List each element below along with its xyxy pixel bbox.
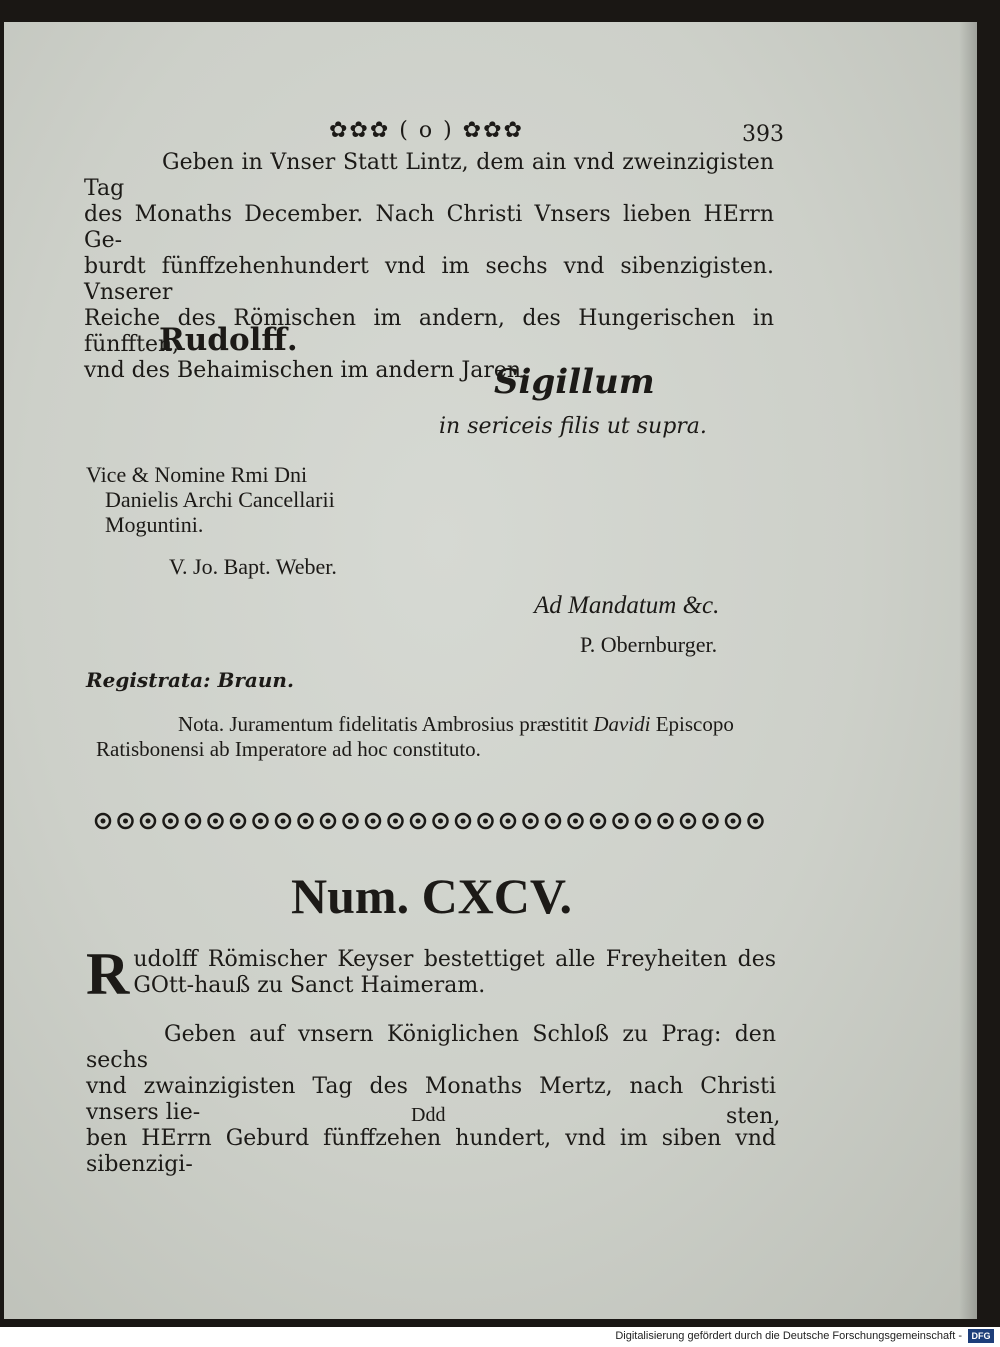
ornament-dot bbox=[618, 819, 623, 824]
ornament-dot bbox=[393, 819, 398, 824]
catchword: sten, bbox=[726, 1104, 781, 1129]
text-line: Vice & Nomine Rmi Dni bbox=[86, 462, 308, 487]
signature-mark: Ddd bbox=[411, 1104, 446, 1126]
text-line: Danielis Archi Cancellarii bbox=[105, 487, 335, 512]
ornament-dot bbox=[753, 819, 758, 824]
nota-davidi: Davidi bbox=[593, 712, 651, 736]
ornament-dot bbox=[213, 819, 218, 824]
nota-text: Nota. Juramentum fidelitatis Ambrosius præstitit bbox=[178, 712, 589, 736]
drop-cap: R bbox=[86, 941, 130, 1007]
registrata-note: Registrata: Braun. bbox=[86, 668, 294, 692]
footer-bar bbox=[0, 1327, 1000, 1347]
paragraph-prague bbox=[86, 1022, 776, 1178]
text-line: Geben in Vnser Statt Lintz, dem ain vnd zweinzigisten Tag bbox=[84, 150, 774, 201]
regest-paragraph bbox=[86, 941, 776, 1007]
nota-paragraph bbox=[92, 712, 792, 762]
text-line: Ratisbonensi ab Imperatore ad hoc constituto. bbox=[96, 737, 481, 761]
ornament-dot bbox=[326, 819, 331, 824]
ornament-dot bbox=[461, 819, 466, 824]
ornament-dot bbox=[236, 819, 241, 824]
text-line: Geben auf vnsern Königlichen Schloß zu Prag: den sechs bbox=[86, 1022, 776, 1073]
ornament-dot bbox=[101, 819, 106, 824]
text-line: ben HErrn Geburd fünffzehen hundert, vnd im siben vnd sibenzigi- bbox=[86, 1126, 776, 1177]
ornament-dot bbox=[416, 819, 421, 824]
text-line: burdt fünffzehenhundert vnd im sechs vnd sibenzigisten. Vnserer bbox=[84, 254, 774, 305]
ornament-dot bbox=[708, 819, 713, 824]
text-line: vnd des Behaimischen im andern Jaren. bbox=[84, 358, 529, 383]
book-page bbox=[4, 22, 977, 1319]
document-number-title: Num. CXCV. bbox=[291, 868, 573, 924]
page-number: 393 bbox=[742, 122, 784, 147]
ornament-dot bbox=[371, 819, 376, 824]
nota-text: Episcopo bbox=[655, 712, 734, 736]
ornament-dot bbox=[123, 819, 128, 824]
ornament-dot bbox=[168, 819, 173, 824]
sigillum-heading: Sigillum bbox=[494, 362, 655, 402]
page-edge-shadow bbox=[959, 22, 977, 1319]
ornament-dot bbox=[641, 819, 646, 824]
signature-rudolff: Rudolff. bbox=[159, 322, 298, 358]
ornament-dot bbox=[281, 819, 286, 824]
ornament-dot bbox=[258, 819, 263, 824]
vice-nomine-block bbox=[86, 462, 335, 537]
ornament-dot bbox=[686, 819, 691, 824]
ornament-dot bbox=[348, 819, 353, 824]
header-ornament: ✿✿✿ ( o ) ✿✿✿ bbox=[329, 118, 524, 143]
signature-obernburger: P. Obernburger. bbox=[580, 632, 718, 657]
ornament-dot bbox=[303, 819, 308, 824]
text-line: vnd zwainzigisten Tag des Monaths Mertz, nach Christi vnsers lie- bbox=[86, 1074, 776, 1125]
ornament-dot bbox=[146, 819, 151, 824]
text-line: Moguntini. bbox=[105, 512, 204, 537]
ornament-dot bbox=[731, 819, 736, 824]
text-line bbox=[92, 712, 792, 737]
decorative-border-ornament bbox=[92, 806, 776, 836]
ornament-dot bbox=[483, 819, 488, 824]
ornament-dot bbox=[663, 819, 668, 824]
ornament-dot bbox=[573, 819, 578, 824]
ad-mandatum: Ad Mandatum &c. bbox=[534, 592, 720, 619]
ornament-dot bbox=[528, 819, 533, 824]
ornament-dot bbox=[506, 819, 511, 824]
ornament-dot bbox=[438, 819, 443, 824]
ornament-dot bbox=[551, 819, 556, 824]
footer-credit: Digitalisierung gefördert durch die Deutsche Forschungsgemeinschaft - bbox=[615, 1330, 962, 1342]
ornament-dot bbox=[191, 819, 196, 824]
regest-text: udolff Römischer Keyser bestettiget alle Freyheiten des GOtt-hauß zu Sanct Haimeram. bbox=[133, 947, 776, 998]
ornament-dot bbox=[596, 819, 601, 824]
signature-weber: V. Jo. Bapt. Weber. bbox=[169, 554, 337, 579]
text-line: des Monaths December. Nach Christi Vnsers lieben HErrn Ge- bbox=[84, 202, 774, 253]
sigillum-note: in sericeis filis ut supra. bbox=[439, 414, 707, 439]
text-line: Reiche des Römischen im andern, des Hungerischen in fünfften, bbox=[84, 306, 774, 357]
dfg-logo[interactable]: DFG bbox=[968, 1329, 994, 1343]
